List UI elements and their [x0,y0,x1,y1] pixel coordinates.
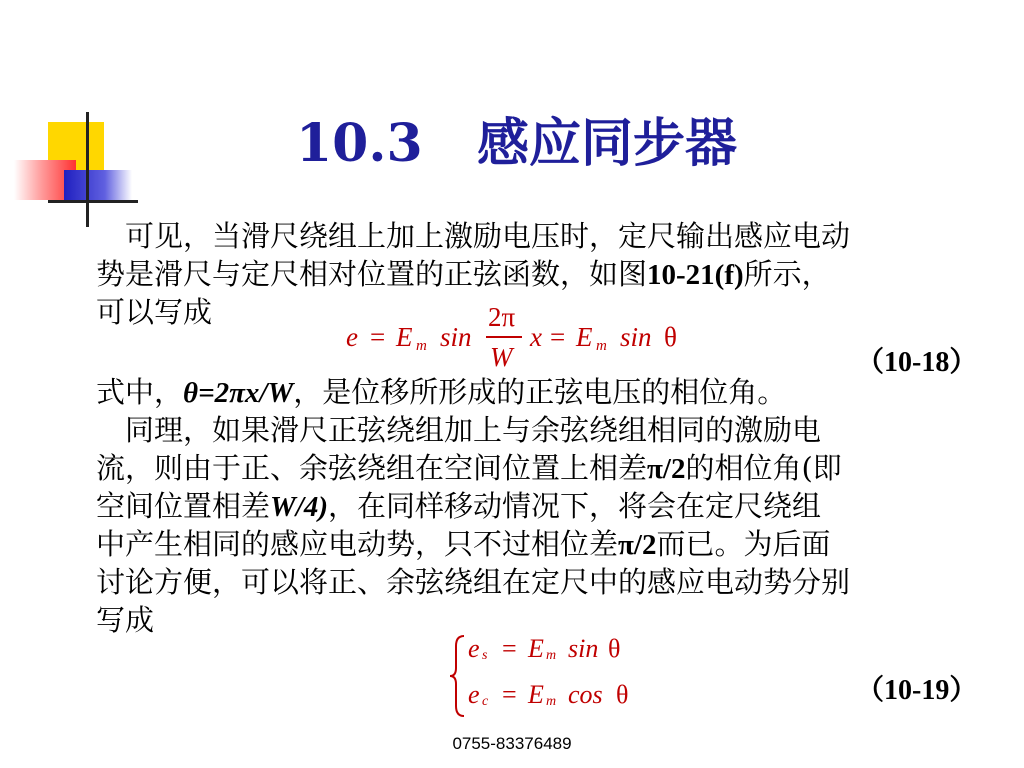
formula-sin-1: sin [440,322,472,352]
equation-number-10-19: （10-19） [856,675,978,706]
logo-vertical-line [86,112,89,227]
paragraph1-line2: 势是滑尺与定尺相对位置的正弦函数，如图10-21(f)所示， [96,257,831,291]
formula-equals-2: = [550,322,566,352]
paragraph3-line4: 中产生相同的感应电动势，只不过相位差π/2而已。为后面 [96,527,831,561]
formula-E-1: E [396,322,413,352]
paragraph3-line6: 写成 [96,603,155,637]
paragraph3-line1: 同理，如果滑尺正弦绕组加上与余弦绕组相同的激励电 [125,413,822,447]
logo-horizontal-line [48,200,138,203]
footer-phone: 0755-83376489 [452,734,572,753]
figure-reference: 10-21(f) [647,259,744,291]
formula-10-19 [448,632,648,720]
formula-brace [448,634,468,718]
paragraph3-line3: 空间位置相差W/4)，在同样移动情况下，将会在定尺绕组 [96,489,822,523]
formula-m-1: m [416,338,427,354]
paragraph2: 式中，θ=2πx/W，是位移所形成的正弦电压的相位角。 [96,375,787,409]
paragraph1-line3: 可以写成 [96,295,213,329]
formula-sin-2: sin [620,322,652,352]
formula-fraction-numerator: 2π [488,302,516,332]
theta-expression: θ=2πx/W [183,377,294,409]
formula-row-sin: e s = E m sin θ [468,634,621,663]
formula-e: e [346,322,358,352]
logo-blue-square [64,170,132,200]
formula-fraction-bar [486,336,522,338]
paragraph3-line2: 流，则由于正、余弦绕组在空间位置上相差π/2的相位角(即 [96,451,842,485]
page-title: 10.3 感应同步器 [296,113,737,174]
equation-number-10-18: （10-18） [856,347,978,378]
formula-theta: θ [664,322,677,352]
formula-equals-1: = [370,322,386,352]
paragraph1-line1: 可见，当滑尺绕组上加上激励电压时，定尺输出感应电动 [125,219,851,253]
formula-E-2: E [576,322,593,352]
decorative-logo [0,0,140,230]
formula-10-18 [340,300,700,374]
formula-fraction-denominator: W [490,342,513,372]
body-text [96,217,996,639]
formula-m-2: m [596,338,607,354]
formula-x: x [530,322,542,352]
formula-row-cos: e c = E m cos θ [468,680,629,709]
paragraph3-line5: 讨论方便，可以将正、余弦绕组在定尺中的感应电动势分别 [96,565,851,599]
